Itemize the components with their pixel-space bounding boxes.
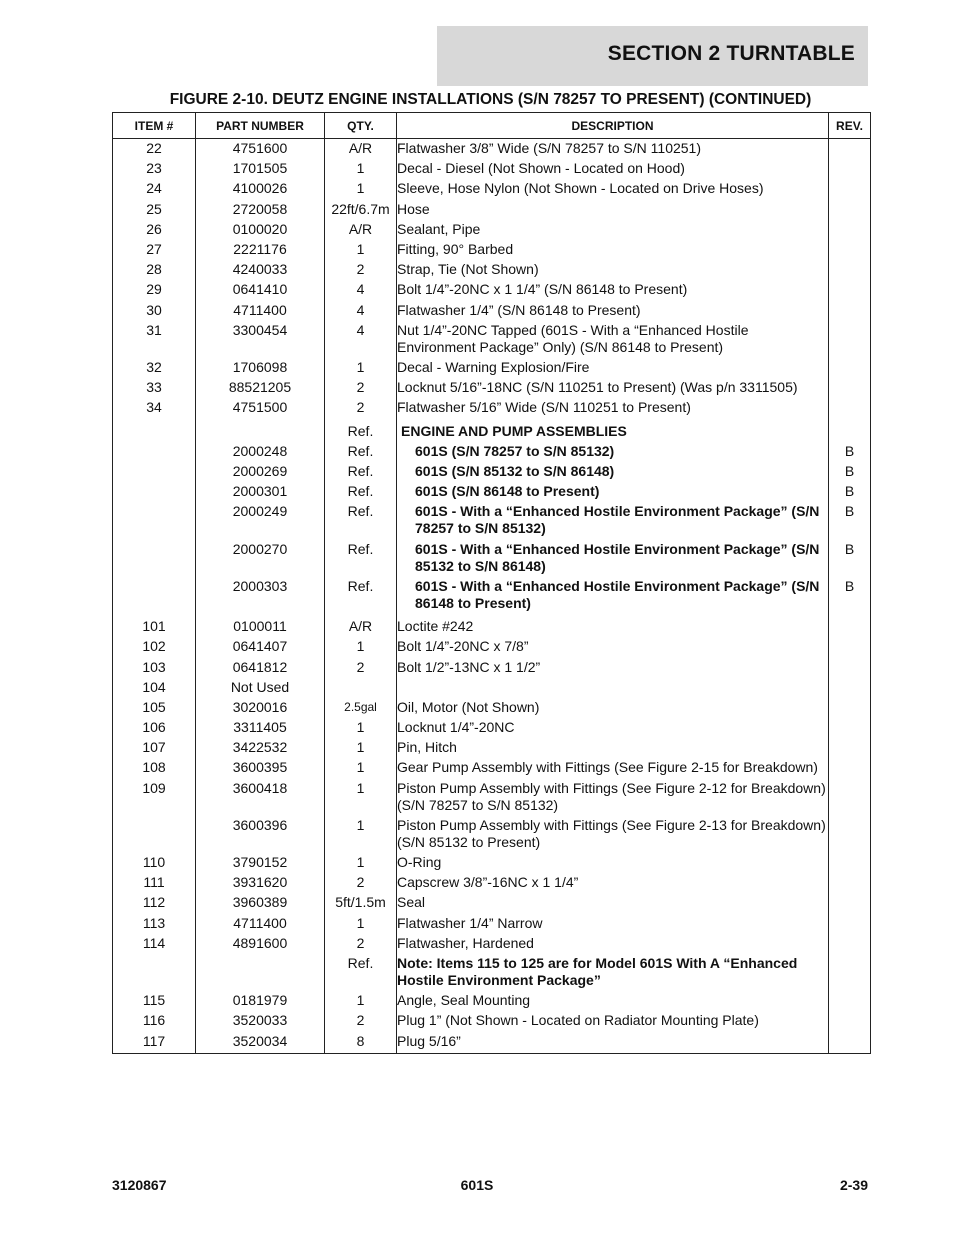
item-cell: 32 — [113, 357, 196, 377]
item-cell: 34 — [113, 397, 196, 417]
rev-cell — [829, 139, 871, 159]
qty-cell: 1 — [325, 357, 397, 377]
item-cell — [113, 441, 196, 461]
description-cell: 601S - With a “Enhanced Hostile Environment Package” (S/N 78257 to S/N 85132) — [397, 501, 829, 538]
item-cell: 114 — [113, 933, 196, 953]
table-row — [113, 441, 871, 461]
rev-cell — [829, 421, 871, 441]
rev-cell — [829, 219, 871, 239]
item-cell: 22 — [113, 139, 196, 159]
description-cell: 601S (S/N 85132 to S/N 86148) — [397, 461, 829, 481]
description-cell: Flatwasher 5/16” Wide (S/N 110251 to Present) — [397, 397, 829, 417]
item-cell: 116 — [113, 1010, 196, 1030]
part-number-cell: 4751600 — [196, 139, 325, 159]
description-cell: Piston Pump Assembly with Fittings (See Figure 2-12 for Breakdown) (S/N 78257 to S/N 85132) — [397, 778, 829, 815]
rev-cell — [829, 158, 871, 178]
item-cell — [113, 421, 196, 441]
rev-cell — [829, 872, 871, 892]
rev-cell — [829, 300, 871, 320]
rev-cell — [829, 636, 871, 656]
part-number-cell: 0100020 — [196, 219, 325, 239]
description-cell: Flatwasher 1/4” (S/N 86148 to Present) — [397, 300, 829, 320]
column-header-rev: REV. — [829, 113, 871, 139]
description-cell: 601S (S/N 86148 to Present) — [397, 481, 829, 501]
item-cell: 109 — [113, 778, 196, 815]
part-number-cell: 3600396 — [196, 815, 325, 852]
item-cell: 27 — [113, 239, 196, 259]
part-number-cell: 2000249 — [196, 501, 325, 538]
description-cell: Bolt 1/4”-20NC x 1 1/4” (S/N 86148 to Present) — [397, 279, 829, 299]
part-number-cell: 3790152 — [196, 852, 325, 872]
description-cell: Pin, Hitch — [397, 737, 829, 757]
qty-cell: 4 — [325, 300, 397, 320]
qty-cell: Ref. — [325, 501, 397, 538]
column-header-description: DESCRIPTION — [397, 113, 829, 139]
description-cell: Piston Pump Assembly with Fittings (See Figure 2-13 for Breakdown) (S/N 85132 to Present) — [397, 815, 829, 852]
item-cell: 106 — [113, 717, 196, 737]
table-row — [113, 481, 871, 501]
description-cell: Strap, Tie (Not Shown) — [397, 259, 829, 279]
item-cell: 23 — [113, 158, 196, 178]
qty-cell: Ref. — [325, 539, 397, 576]
footer-model: 601S — [460, 1177, 494, 1193]
rev-cell — [829, 758, 871, 778]
table-row — [113, 259, 871, 279]
part-number-cell: 4711400 — [196, 300, 325, 320]
rev-cell — [829, 892, 871, 912]
rev-cell — [829, 737, 871, 757]
item-cell: 33 — [113, 377, 196, 397]
parts-table-body — [113, 139, 871, 1054]
description-cell: Nut 1/4”-20NC Tapped (601S - With a “Enhanced Hostile Environment Package” Only) (S/N 86148 to Present) — [397, 320, 829, 357]
qty-cell: Ref. — [325, 576, 397, 613]
item-cell: 104 — [113, 677, 196, 697]
part-number-cell: 0641812 — [196, 657, 325, 677]
description-cell: Bolt 1/2”-13NC x 1 1/2” — [397, 657, 829, 677]
rev-cell — [829, 357, 871, 377]
part-number-cell: 2000248 — [196, 441, 325, 461]
table-row — [113, 913, 871, 933]
description-cell: 601S - With a “Enhanced Hostile Environment Package” (S/N 85132 to S/N 86148) — [397, 539, 829, 576]
table-row — [113, 737, 871, 757]
item-cell — [113, 539, 196, 576]
description-cell: Plug 5/16” — [397, 1031, 829, 1053]
part-number-cell: 2000269 — [196, 461, 325, 481]
description-cell: Fitting, 90° Barbed — [397, 239, 829, 259]
description-cell: 601S - With a “Enhanced Hostile Environment Package” (S/N 86148 to Present) — [397, 576, 829, 613]
table-row — [113, 576, 871, 613]
table-row — [113, 158, 871, 178]
item-cell: 103 — [113, 657, 196, 677]
part-number-cell: 3422532 — [196, 737, 325, 757]
item-cell — [113, 501, 196, 538]
item-cell: 101 — [113, 616, 196, 636]
table-row — [113, 501, 871, 538]
part-number-cell: 3311405 — [196, 717, 325, 737]
table-row — [113, 677, 871, 697]
rev-cell — [829, 657, 871, 677]
qty-cell: 1 — [325, 852, 397, 872]
footer-doc-number: 3120867 — [112, 1177, 167, 1193]
description-cell: Seal — [397, 892, 829, 912]
qty-cell — [325, 677, 397, 697]
description-cell: Plug 1” (Not Shown - Located on Radiator Mounting Plate) — [397, 1010, 829, 1030]
description-cell: Note: Items 115 to 125 are for Model 601S With A “Enhanced Hostile Environment Package” — [397, 953, 829, 990]
part-number-cell: 3520034 — [196, 1031, 325, 1053]
table-row — [113, 815, 871, 852]
part-number-cell: 4891600 — [196, 933, 325, 953]
column-header-part-number: PART NUMBER — [196, 113, 325, 139]
parts-table — [112, 112, 871, 1054]
rev-cell — [829, 852, 871, 872]
part-number-cell: 0100011 — [196, 616, 325, 636]
rev-cell: B — [829, 501, 871, 538]
part-number-cell: 2000270 — [196, 539, 325, 576]
rev-cell — [829, 933, 871, 953]
table-row — [113, 717, 871, 737]
description-cell: Sleeve, Hose Nylon (Not Shown - Located on Drive Hoses) — [397, 178, 829, 198]
qty-cell: 2 — [325, 397, 397, 417]
rev-cell: B — [829, 441, 871, 461]
part-number-cell: Not Used — [196, 677, 325, 697]
description-cell: Hose — [397, 199, 829, 219]
rev-cell — [829, 397, 871, 417]
part-number-cell: 3300454 — [196, 320, 325, 357]
item-cell: 107 — [113, 737, 196, 757]
part-number-cell: 4751500 — [196, 397, 325, 417]
qty-cell: 2 — [325, 1010, 397, 1030]
description-cell: Sealant, Pipe — [397, 219, 829, 239]
qty-cell: 1 — [325, 717, 397, 737]
table-row — [113, 397, 871, 417]
rev-cell — [829, 377, 871, 397]
table-row — [113, 539, 871, 576]
rev-cell — [829, 697, 871, 717]
qty-cell: Ref. — [325, 461, 397, 481]
part-number-cell: 0181979 — [196, 990, 325, 1010]
qty-cell: A/R — [325, 139, 397, 159]
part-number-cell: 2000301 — [196, 481, 325, 501]
item-cell: 26 — [113, 219, 196, 239]
table-row — [113, 778, 871, 815]
part-number-cell: 4711400 — [196, 913, 325, 933]
item-cell: 113 — [113, 913, 196, 933]
table-row — [113, 320, 871, 357]
footer-page-number: 2-39 — [839, 1177, 868, 1193]
figure-title: FIGURE 2-10. DEUTZ ENGINE INSTALLATIONS (S/N 78257 TO PRESENT) (CONTINUED) — [169, 91, 812, 108]
qty-cell: 4 — [325, 320, 397, 357]
table-row — [113, 953, 871, 990]
description-cell: Decal - Diesel (Not Shown - Located on Hood) — [397, 158, 829, 178]
table-row — [113, 657, 871, 677]
part-number-cell: 3600395 — [196, 758, 325, 778]
rev-cell: B — [829, 539, 871, 576]
table-row — [113, 461, 871, 481]
description-cell: Angle, Seal Mounting — [397, 990, 829, 1010]
description-cell: Flatwasher 3/8” Wide (S/N 78257 to S/N 110251) — [397, 139, 829, 159]
rev-cell — [829, 717, 871, 737]
item-cell — [113, 481, 196, 501]
table-row — [113, 139, 871, 159]
part-number-cell: 4100026 — [196, 178, 325, 198]
table-header-row — [113, 113, 871, 139]
rev-cell — [829, 1031, 871, 1053]
qty-cell: 5ft/1.5m — [325, 892, 397, 912]
rev-cell — [829, 815, 871, 852]
part-number-cell: 4240033 — [196, 259, 325, 279]
part-number-cell: 2221176 — [196, 239, 325, 259]
item-cell: 112 — [113, 892, 196, 912]
qty-cell: 1 — [325, 913, 397, 933]
item-cell: 102 — [113, 636, 196, 656]
item-cell — [113, 461, 196, 481]
description-cell: Gear Pump Assembly with Fittings (See Figure 2-15 for Breakdown) — [397, 758, 829, 778]
rev-cell — [829, 279, 871, 299]
description-cell: 601S (S/N 78257 to S/N 85132) — [397, 441, 829, 461]
description-cell: O-Ring — [397, 852, 829, 872]
qty-cell: Ref. — [325, 953, 397, 990]
table-row — [113, 933, 871, 953]
rev-cell — [829, 616, 871, 636]
qty-cell: 8 — [325, 1031, 397, 1053]
qty-cell: 2 — [325, 933, 397, 953]
qty-cell: 1 — [325, 737, 397, 757]
qty-cell: A/R — [325, 219, 397, 239]
description-cell: Locknut 1/4”-20NC — [397, 717, 829, 737]
qty-cell: 2.5gal — [325, 697, 397, 717]
part-number-cell: 2720058 — [196, 199, 325, 219]
qty-cell: 22ft/6.7m — [325, 199, 397, 219]
description-cell: Flatwasher, Hardened — [397, 933, 829, 953]
rev-cell — [829, 239, 871, 259]
table-row — [113, 636, 871, 656]
description-cell: Flatwasher 1/4” Narrow — [397, 913, 829, 933]
table-row — [113, 1010, 871, 1030]
rev-cell — [829, 677, 871, 697]
qty-cell: 4 — [325, 279, 397, 299]
table-row — [113, 892, 871, 912]
column-header-qty: QTY. — [325, 113, 397, 139]
part-number-cell: 3960389 — [196, 892, 325, 912]
table-row — [113, 178, 871, 198]
rev-cell — [829, 778, 871, 815]
table-row — [113, 697, 871, 717]
part-number-cell: 3931620 — [196, 872, 325, 892]
qty-cell: 1 — [325, 990, 397, 1010]
item-cell: 28 — [113, 259, 196, 279]
part-number-cell: 1706098 — [196, 357, 325, 377]
qty-cell: 1 — [325, 778, 397, 815]
table-row — [113, 279, 871, 299]
rev-cell: B — [829, 481, 871, 501]
qty-cell: Ref. — [325, 441, 397, 461]
description-cell — [397, 677, 829, 697]
rev-cell — [829, 1010, 871, 1030]
rev-cell — [829, 199, 871, 219]
table-row — [113, 758, 871, 778]
item-cell — [113, 953, 196, 990]
rev-cell — [829, 178, 871, 198]
rev-cell: B — [829, 461, 871, 481]
qty-cell: A/R — [325, 616, 397, 636]
qty-cell: 1 — [325, 636, 397, 656]
rev-cell — [829, 320, 871, 357]
description-cell: Loctite #242 — [397, 616, 829, 636]
rev-cell — [829, 913, 871, 933]
column-header-item: ITEM # — [113, 113, 196, 139]
section-title: SECTION 2 TURNTABLE — [607, 42, 855, 65]
description-cell: Oil, Motor (Not Shown) — [397, 697, 829, 717]
table-row — [113, 239, 871, 259]
item-cell: 110 — [113, 852, 196, 872]
part-number-cell — [196, 953, 325, 990]
description-cell: Locknut 5/16”-18NC (S/N 110251 to Present) (Was p/n 3311505) — [397, 377, 829, 397]
item-cell: 24 — [113, 178, 196, 198]
item-cell: 117 — [113, 1031, 196, 1053]
table-row — [113, 852, 871, 872]
table-row — [113, 300, 871, 320]
part-number-cell: 1701505 — [196, 158, 325, 178]
qty-cell: 1 — [325, 815, 397, 852]
item-cell — [113, 815, 196, 852]
qty-cell: Ref. — [325, 481, 397, 501]
description-cell: ENGINE AND PUMP ASSEMBLIES — [397, 421, 829, 441]
item-cell: 30 — [113, 300, 196, 320]
rev-cell: B — [829, 576, 871, 613]
part-number-cell: 0641410 — [196, 279, 325, 299]
rev-cell — [829, 953, 871, 990]
part-number-cell: 2000303 — [196, 576, 325, 613]
table-row — [113, 872, 871, 892]
qty-cell: 2 — [325, 259, 397, 279]
table-row — [113, 377, 871, 397]
item-cell — [113, 576, 196, 613]
part-number-cell — [196, 421, 325, 441]
table-row — [113, 421, 871, 441]
qty-cell: 2 — [325, 872, 397, 892]
qty-cell: 1 — [325, 158, 397, 178]
table-row — [113, 199, 871, 219]
qty-cell: 2 — [325, 377, 397, 397]
table-row — [113, 990, 871, 1010]
part-number-cell: 0641407 — [196, 636, 325, 656]
table-row — [113, 1031, 871, 1053]
qty-cell: 1 — [325, 758, 397, 778]
item-cell: 115 — [113, 990, 196, 1010]
part-number-cell: 88521205 — [196, 377, 325, 397]
item-cell: 31 — [113, 320, 196, 357]
item-cell: 29 — [113, 279, 196, 299]
qty-cell: Ref. — [325, 421, 397, 441]
item-cell: 105 — [113, 697, 196, 717]
qty-cell: 1 — [325, 239, 397, 259]
table-row — [113, 219, 871, 239]
rev-cell — [829, 990, 871, 1010]
description-cell: Capscrew 3/8”-16NC x 1 1/4” — [397, 872, 829, 892]
qty-cell: 1 — [325, 178, 397, 198]
item-cell: 111 — [113, 872, 196, 892]
part-number-cell: 3520033 — [196, 1010, 325, 1030]
part-number-cell: 3600418 — [196, 778, 325, 815]
table-row — [113, 616, 871, 636]
description-cell: Bolt 1/4”-20NC x 7/8” — [397, 636, 829, 656]
description-cell: Decal - Warning Explosion/Fire — [397, 357, 829, 377]
rev-cell — [829, 259, 871, 279]
qty-cell: 2 — [325, 657, 397, 677]
table-row — [113, 357, 871, 377]
item-cell: 25 — [113, 199, 196, 219]
item-cell: 108 — [113, 758, 196, 778]
part-number-cell: 3020016 — [196, 697, 325, 717]
